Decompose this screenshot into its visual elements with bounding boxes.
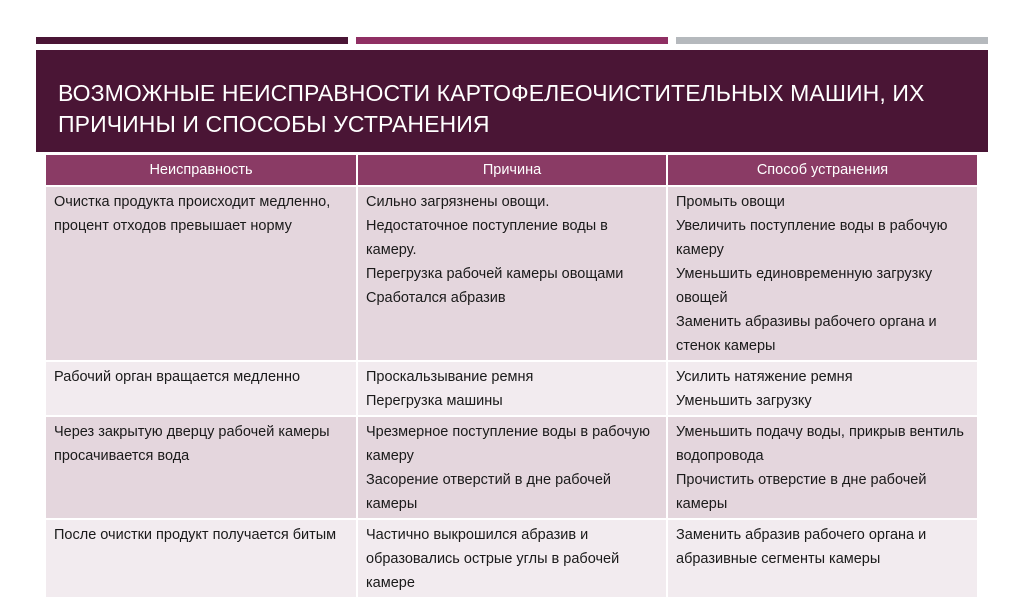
remedy-line: Заменить абразивы рабочего органа и стенок камеры: [676, 314, 937, 354]
remedy-line: Прочистить отверстие в дне рабочей камеры: [676, 472, 927, 512]
faults-table: [46, 155, 977, 597]
cause-cell: [357, 519, 667, 597]
fault-cell: [46, 519, 357, 597]
remedy-cell: [667, 186, 977, 361]
cause-line: Перегрузка машины: [366, 393, 503, 409]
fault-text: После очистки продукт получается битым: [54, 527, 337, 543]
header-fault: Неисправность: [46, 155, 357, 186]
remedy-line: Промыть овощи: [676, 194, 785, 210]
fault-text: Рабочий орган вращается медленно: [54, 369, 301, 385]
table-row: [46, 416, 977, 519]
table-row: [46, 519, 977, 597]
table-row: [46, 186, 977, 361]
cause-line: Засорение отверстий в дне рабочей камеры: [366, 472, 611, 512]
remedy-cell: [667, 361, 977, 416]
cause-line: Частично выкрошился абразив и образовались острые углы в рабочей камере: [366, 527, 620, 591]
table-header-row: [46, 155, 977, 186]
accent-bar-plum: [356, 37, 668, 44]
cause-line: Сработался абразив: [366, 290, 506, 306]
header-cause: Причина: [357, 155, 667, 186]
cause-cell: [357, 361, 667, 416]
cause-line: Недостаточное поступление воды в камеру.: [366, 218, 608, 258]
remedy-line: Уменьшить загрузку: [676, 393, 812, 409]
title-panel: [36, 50, 988, 152]
remedy-line: Усилить натяжение ремня: [676, 369, 853, 385]
fault-text: Очистка продукта происходит медленно, процент отходов превышает норму: [54, 194, 331, 234]
fault-cell: [46, 361, 357, 416]
cause-line: Проскальзывание ремня: [366, 369, 534, 385]
remedy-line: Заменить абразив рабочего органа и абразивные сегменты камеры: [676, 527, 927, 567]
accent-bar-gray: [676, 37, 988, 44]
remedy-line: Уменьшить подачу воды, прикрыв вентиль водопровода: [676, 424, 964, 464]
fault-cell: [46, 416, 357, 519]
header-remedy: Способ устранения: [667, 155, 977, 186]
slide-title: ВОЗМОЖНЫЕ НЕИСПРАВНОСТИ КАРТОФЕЛЕОЧИСТИТЕЛЬНЫХ МАШИН, ИХ ПРИЧИНЫ И СПОСОБЫ УСТРАНЕНИЯ: [58, 80, 925, 137]
cause-line: Перегрузка рабочей камеры овощами: [366, 266, 624, 282]
remedy-line: Уменьшить единовременную загрузку овощей: [676, 266, 933, 306]
cause-cell: [357, 416, 667, 519]
remedy-line: Увеличить поступление воды в рабочую камеру: [676, 218, 948, 258]
cause-line: Чрезмерное поступление воды в рабочую камеру: [366, 424, 650, 464]
accent-bar-dark: [36, 37, 348, 44]
fault-text: Через закрытую дверцу рабочей камеры просачивается вода: [54, 424, 330, 464]
table-row: [46, 361, 977, 416]
remedy-cell: [667, 416, 977, 519]
cause-line: Сильно загрязнены овощи.: [366, 194, 550, 210]
cause-cell: [357, 186, 667, 361]
fault-cell: [46, 186, 357, 361]
remedy-cell: [667, 519, 977, 597]
